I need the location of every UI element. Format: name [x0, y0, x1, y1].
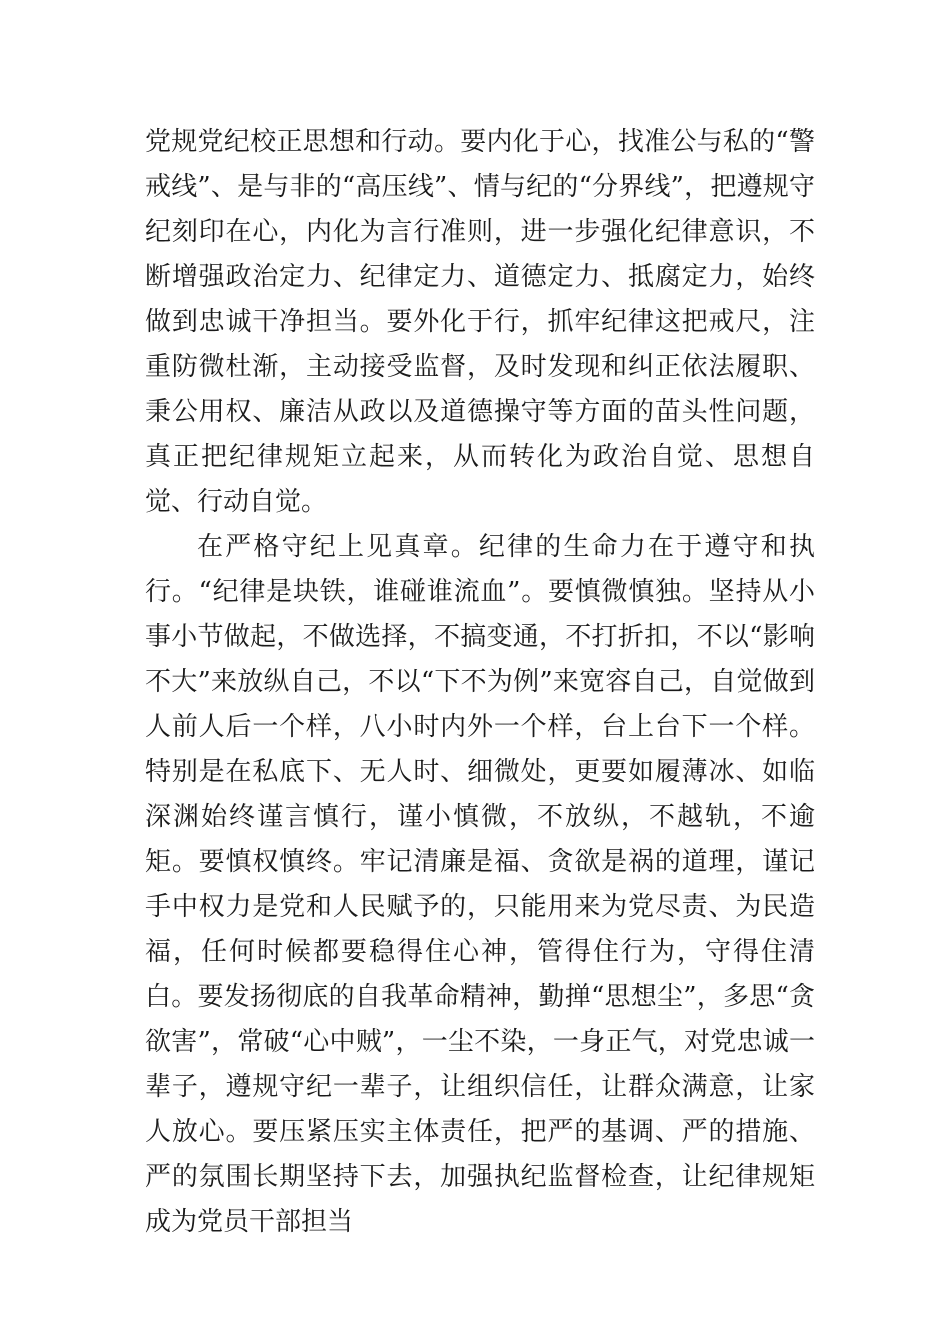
paragraph-strict-discipline: 在严格守纪上见真章。纪律的生命力在于遵守和执行。“纪律是块铁，谁碰谁流血”。要慎微慎独。坚持从小事小节做起，不做选择，不搞变通，不打折扣，不以“影响不大”来放纵自己，不以“下不为例”来宽容自己，自觉做到人前人后一个样，八小时内外一个样，台上台下一个样。特别是在私底下、无人时、细微处，更要如履薄冰、如临深渊始终谨言慎行，谨小慎微，不放纵，不越轨，不逾矩。要慎权慎终。牢记清廉是福、贪欲是祸的道理，谨记手中权力是党和人民赋予的，只能用来为党尽责、为民造福，任何时候都要稳得住心神，管得住行为，守得住清白。要发扬彻底的自我革命精神，勤掸“思想尘”，多思“贪欲害”，常破“心中贼”，一尘不染，一身正气，对党忠诚一辈子，遵规守纪一辈子，让组织信任，让群众满意，让家人放心。要压紧压实主体责任，把严的基调、严的措施、严的氛围长期坚持下去，加强执纪监督检查，让纪律规矩成为党员干部担当	[145, 532, 815, 1237]
document-body	[145, 120, 815, 1245]
paragraph-discipline-internalize: 党规党纪校正思想和行动。要内化于心，找准公与私的“警戒线”、是与非的“高压线”、情与纪的“分界线”，把遵规守纪刻印在心，内化为言行准则，进一步强化纪律意识，不断增强政治定力、纪律定力、道德定力、抵腐定力，始终做到忠诚干净担当。要外化于行，抓牢纪律这把戒尺，注重防微杜渐，主动接受监督，及时发现和纠正依法履职、秉公用权、廉洁从政以及道德操守等方面的苗头性问题，真正把纪律规矩立起来，从而转化为政治自觉、思想自觉、行动自觉。	[145, 127, 815, 517]
